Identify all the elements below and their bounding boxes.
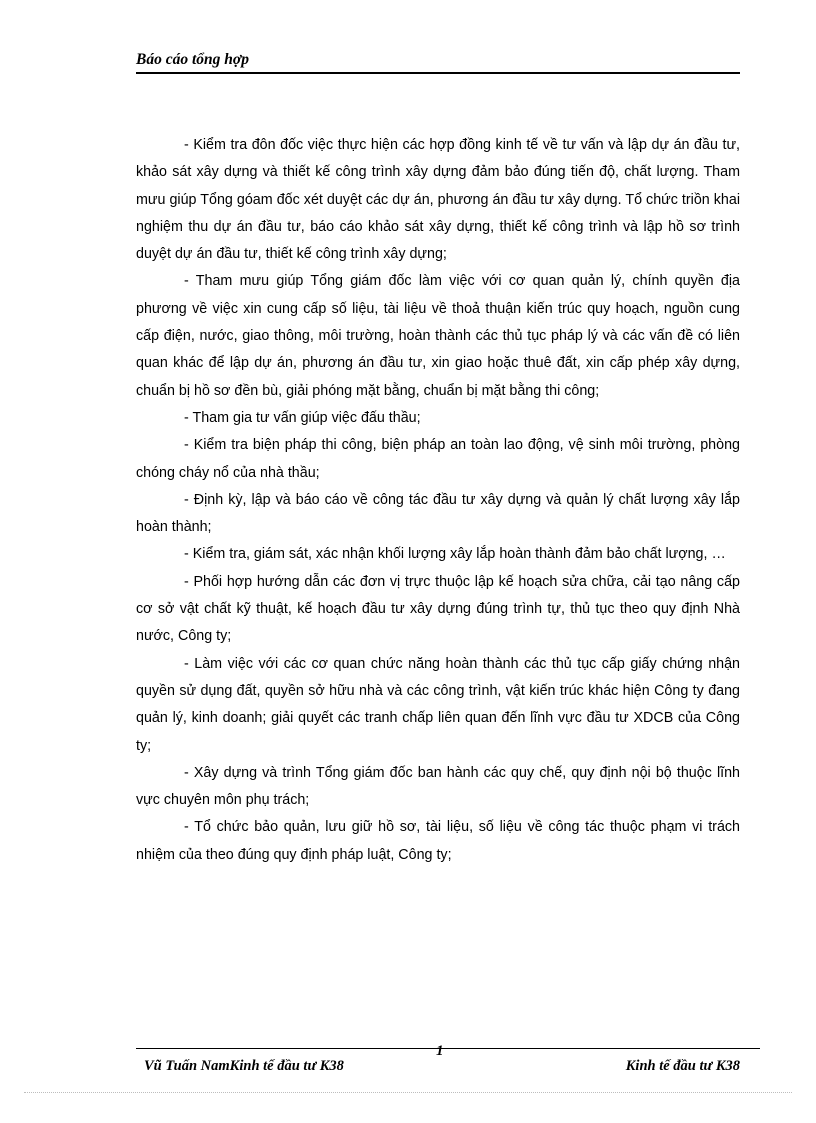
paragraph: - Phối hợp hướng dẫn các đơn vị trực thuộc lập kế hoạch sửa chữa, cải tạo nâng cấp cơ sở vật chất kỹ thuật, kế hoạch đầu tư xây dựng đúng trình tự, thủ tục theo quy định Nhà nước, Công ty;	[136, 573, 740, 645]
footer-course: Kinh tế đầu tư K38	[625, 1058, 740, 1074]
paragraph: - Xây dựng và trình Tổng giám đốc ban hành các quy chế, quy định nội bộ thuộc lĩnh vực chuyên môn phụ trách;	[136, 764, 740, 809]
paragraph: - Kiểm tra biện pháp thi công, biện pháp an toàn lao động, vệ sinh môi trường, phòng chóng cháy nổ của nhà thầu;	[136, 437, 740, 481]
paragraph: - Làm việc với các cơ quan chức năng hoàn thành các thủ tục cấp giấy chứng nhận quyền sử dụng đất, quyền sở hữu nhà và các công trình, vật kiến trúc khác hiện Công ty đang quản lý, kinh doanh; giải quyết các tranh chấp liên quan đến lĩnh vực đầu tư XDCB của Công ty;	[136, 655, 740, 754]
document-body	[136, 132, 740, 869]
page-number: 1	[436, 1043, 444, 1059]
paragraph: - Kiểm tra, giám sát, xác nhận khối lượng xây lắp hoàn thành đảm bảo chất lượng, …	[184, 546, 726, 563]
page-edge-divider	[24, 1092, 792, 1093]
paragraph: - Kiểm tra đôn đốc việc thực hiện các hợp đồng kinh tế về tư vấn và lập dự án đầu tư, khảo sát xây dựng và thiết kế công trình xây dựng đảm bảo đúng tiến độ, chất lượng. Tham mưu giúp Tổng góam đốc xét duyệt các dự án, phương án đầu tư xây dựng. Tổ chức triồn khai nghiệm thu dự án đầu tư, báo cáo khảo sát xây dựng, thiết kế công trình và lập hồ sơ trình duyệt dự án đầu tư, thiết kế công trình xây dựng;	[136, 137, 740, 263]
footer-author: Vũ Tuấn NamKinh tế đầu tư K38	[144, 1058, 344, 1074]
paragraph: - Tham mưu giúp Tổng giám đốc làm việc với cơ quan quản lý, chính quyền địa phương về việc xin cung cấp số liệu, tài liệu về thoả thuận kiến trúc quy hoạch, nguồn cung cấp điện, nước, giao thông, môi trường, hoàn thành các thủ tục pháp lý và các vấn đề có liên quan khác để lập dự án, phương án đầu tư, xin giao hoặc thuê đất, xin cấp phép xây dựng, chuẩn bị hồ sơ đền bù, giải phóng mặt bằng, chuẩn bị mặt bằng thi công;	[136, 273, 740, 399]
page-footer	[136, 1043, 760, 1079]
paragraph: - Tổ chức bảo quản, lưu giữ hồ sơ, tài liệu, số liệu về công tác thuộc phạm vi trách nhiệm của theo đúng quy định pháp luật, Công ty;	[136, 819, 740, 863]
paragraph: - Định kỳ, lập và báo cáo về công tác đầu tư xây dựng và quản lý chất lượng xây lắp hoàn thành;	[136, 491, 740, 536]
header-title: Báo cáo tổng hợp	[136, 51, 249, 68]
paragraph: - Tham gia tư vấn giúp việc đấu thầu;	[184, 409, 421, 426]
page-header	[136, 50, 740, 74]
